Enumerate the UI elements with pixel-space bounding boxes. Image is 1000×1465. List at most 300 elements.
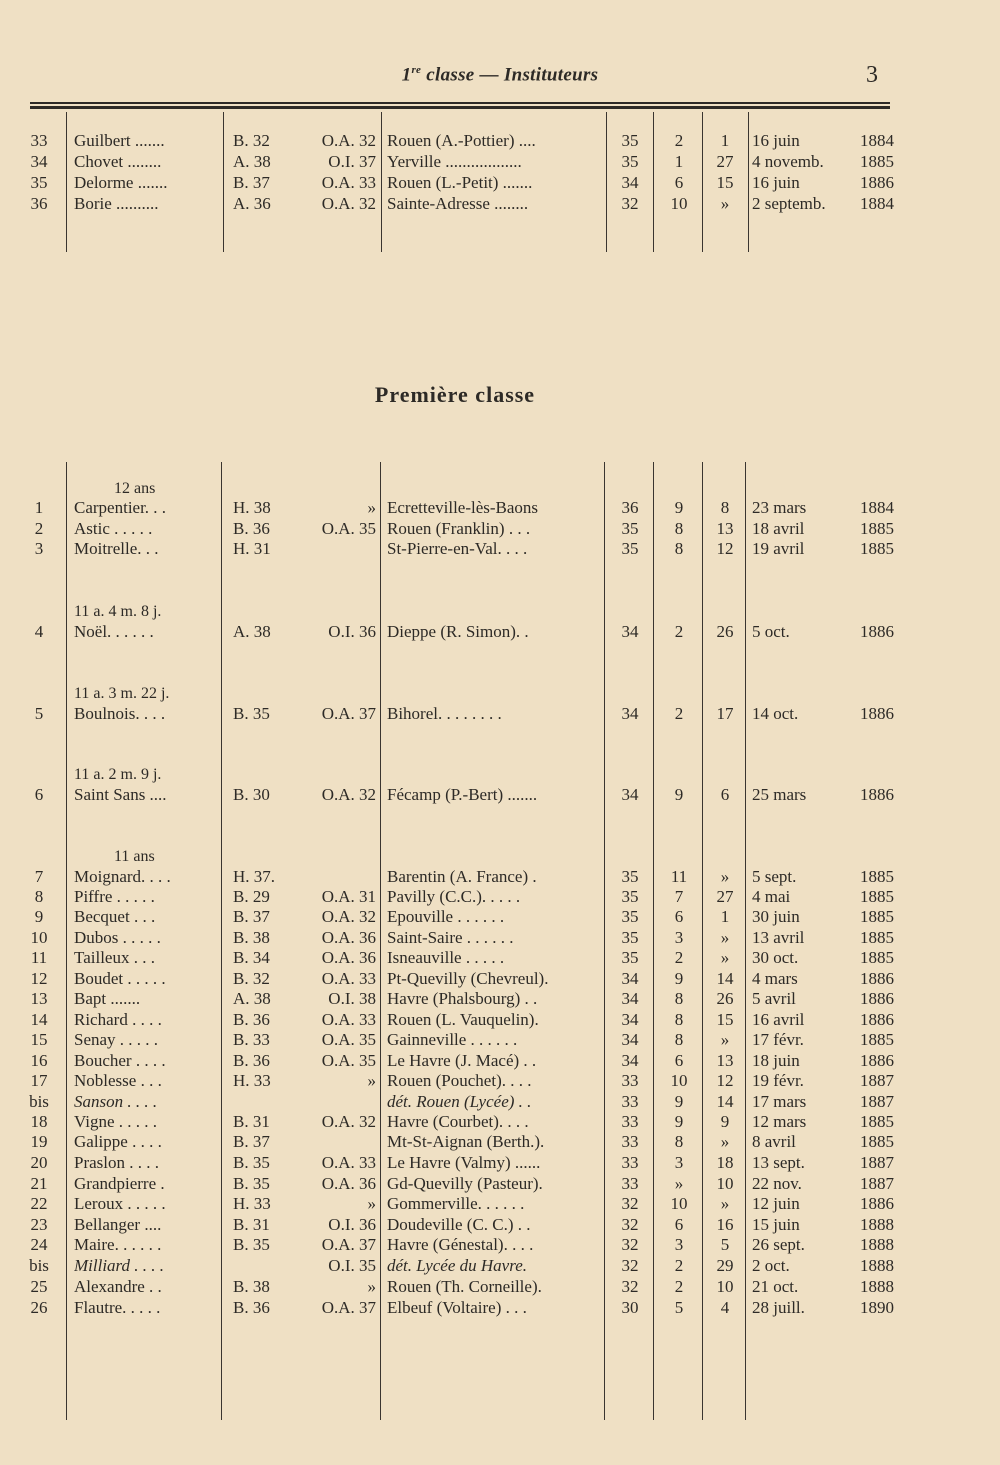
teacher-name: Grandpierre .	[74, 1174, 165, 1193]
count-column-2: 11	[670, 867, 688, 886]
school-location: Pavilly (C.C.). . . . .	[387, 887, 521, 906]
appointment-year: 1886	[860, 1010, 894, 1029]
count-column-3: 26	[716, 622, 734, 641]
school-location: Havre (Phalsbourg) . .	[387, 989, 538, 1008]
appointment-date: 19 avril	[752, 539, 805, 558]
table-row	[0, 1112, 1000, 1134]
count-column-2: 2	[674, 704, 684, 723]
entry-number: 4	[34, 622, 44, 641]
school-location: Dieppe (R. Simon). .	[387, 622, 529, 641]
count-column-3: 13	[716, 519, 734, 538]
entry-number: 21	[30, 1174, 48, 1193]
count-column-3: 14	[716, 969, 734, 988]
honor-value: O.A. 37	[321, 1298, 376, 1317]
grade-value: B. 37	[233, 1132, 270, 1151]
age-note: 12 ans	[114, 480, 156, 497]
count-column-2: 9	[674, 969, 684, 988]
count-column-1: 33	[621, 1132, 639, 1151]
entry-number: 16	[30, 1051, 48, 1070]
appointment-date: 25 mars	[752, 785, 807, 804]
count-column-2: 2	[674, 622, 684, 641]
appointment-year: 1887	[860, 1174, 894, 1193]
school-location: Rouen (A.-Pottier) ....	[387, 131, 536, 150]
table-row	[0, 539, 1000, 561]
count-column-1: 32	[621, 1256, 639, 1275]
appointment-year: 1885	[860, 519, 894, 538]
appointment-year: 1888	[860, 1235, 894, 1254]
header-rule-bottom	[30, 106, 890, 109]
grade-value: B. 37	[233, 907, 270, 926]
honor-value: O.A. 36	[321, 928, 376, 947]
school-location: Gommerville. . . . . .	[387, 1194, 525, 1213]
honor-value: O.A. 35	[321, 1030, 376, 1049]
school-location: Le Havre (Valmy) ......	[387, 1153, 541, 1172]
count-column-1: 34	[621, 622, 639, 641]
teacher-name: Vigne . . . . .	[74, 1112, 158, 1131]
appointment-year: 1886	[860, 622, 894, 641]
table-row	[0, 1153, 1000, 1175]
count-column-1: 35	[621, 519, 639, 538]
grade-value: H. 37.	[233, 867, 276, 886]
grade-value: H. 38	[233, 498, 271, 517]
school-location: Barentin (A. France) .	[387, 867, 537, 886]
grade-value: B. 32	[233, 131, 270, 150]
appointment-year: 1887	[860, 1153, 894, 1172]
grade-value: H. 33	[233, 1194, 271, 1213]
count-column-2: 2	[674, 131, 684, 150]
entry-number: 2	[34, 519, 44, 538]
table-row	[0, 152, 1000, 174]
count-column-3: »	[720, 928, 730, 947]
count-column-2: 2	[674, 1256, 684, 1275]
teacher-name: Bellanger ....	[74, 1215, 162, 1234]
appointment-date: 13 avril	[752, 928, 805, 947]
header-title-prefix: 1	[401, 64, 412, 86]
appointment-year: 1888	[860, 1215, 894, 1234]
appointment-date: 4 mars	[752, 969, 798, 988]
appointment-year: 1886	[860, 173, 894, 192]
school-location: Rouen (L.-Petit) .......	[387, 173, 533, 192]
count-column-3: »	[720, 1132, 730, 1151]
school-location: Elbeuf (Voltaire) . . .	[387, 1298, 527, 1317]
count-column-1: 35	[621, 887, 639, 906]
appointment-date: 18 avril	[752, 519, 805, 538]
appointment-date: 17 mars	[752, 1092, 807, 1111]
table-row	[0, 1194, 1000, 1216]
appointment-date: 28 juill.	[752, 1298, 805, 1317]
teacher-name: Moitrelle. . .	[74, 539, 159, 558]
count-column-2: 5	[674, 1298, 684, 1317]
count-column-2: 8	[674, 1010, 684, 1029]
teacher-name: Richard . . . .	[74, 1010, 162, 1029]
appointment-year: 1886	[860, 1051, 894, 1070]
school-location: dét. Lycée du Havre.	[387, 1256, 528, 1275]
count-column-2: »	[674, 1174, 684, 1193]
teacher-name: Boucher . . . .	[74, 1051, 166, 1070]
entry-number: bis	[29, 1092, 49, 1111]
honor-value: O.A. 36	[321, 1174, 376, 1193]
count-column-3: 1	[720, 131, 730, 150]
school-location: Rouen (L. Vauquelin).	[387, 1010, 539, 1029]
table-row	[0, 928, 1000, 950]
table-row	[0, 785, 1000, 807]
age-note: 11 a. 4 m. 8 j.	[74, 603, 162, 620]
count-column-1: 35	[621, 928, 639, 947]
count-column-3: 16	[716, 1215, 734, 1234]
teacher-name: Senay . . . . .	[74, 1030, 159, 1049]
age-note: 11 a. 3 m. 22 j.	[74, 685, 170, 702]
appointment-date: 17 févr.	[752, 1030, 804, 1049]
grade-value: A. 36	[233, 194, 271, 213]
table-row	[0, 887, 1000, 909]
count-column-3: 15	[716, 173, 734, 192]
teacher-name: Borie ..........	[74, 194, 159, 213]
appointment-date: 5 oct.	[752, 622, 790, 641]
count-column-1: 32	[621, 1235, 639, 1254]
grade-value: B. 38	[233, 1277, 270, 1296]
table-row	[0, 519, 1000, 541]
honor-value: O.A. 37	[321, 704, 376, 723]
grade-value: B. 35	[233, 1174, 270, 1193]
appointment-year: 1885	[860, 928, 894, 947]
count-column-2: 8	[674, 1030, 684, 1049]
count-column-3: 10	[716, 1174, 734, 1193]
count-column-3: 15	[716, 1010, 734, 1029]
count-column-1: 35	[621, 867, 639, 886]
entry-number: 13	[30, 989, 48, 1008]
count-column-1: 34	[621, 1030, 639, 1049]
honor-value: »	[367, 498, 376, 517]
table-row	[0, 867, 1000, 889]
school-location: Gainneville . . . . . .	[387, 1030, 518, 1049]
count-column-2: 2	[674, 1277, 684, 1296]
count-column-2: 3	[674, 1235, 684, 1254]
grade-value: B. 36	[233, 519, 270, 538]
honor-value: O.A. 32	[321, 785, 376, 804]
honor-value: O.A. 33	[321, 969, 376, 988]
entry-number: bis	[29, 1256, 49, 1275]
appointment-year: 1885	[860, 948, 894, 967]
appointment-date: 30 juin	[752, 907, 800, 926]
count-column-3: »	[720, 1030, 730, 1049]
count-column-1: 32	[621, 1215, 639, 1234]
entry-number: 36	[30, 194, 48, 213]
appointment-date: 15 juin	[752, 1215, 800, 1234]
table-row	[0, 1132, 1000, 1154]
count-column-1: 32	[621, 1277, 639, 1296]
teacher-name: Alexandre . .	[74, 1277, 162, 1296]
school-location: Mt-St-Aignan (Berth.).	[387, 1132, 545, 1151]
appointment-year: 1884	[860, 131, 894, 150]
count-column-1: 34	[621, 785, 639, 804]
count-column-3: 9	[720, 1112, 730, 1131]
entry-number: 12	[30, 969, 48, 988]
appointment-date: 16 juin	[752, 173, 800, 192]
count-column-3: 27	[716, 152, 734, 171]
table-row	[0, 498, 1000, 520]
table-row	[0, 704, 1000, 726]
entry-number: 33	[30, 131, 48, 150]
grade-value: A. 38	[233, 989, 271, 1008]
table-row	[0, 1298, 1000, 1320]
grade-value: B. 38	[233, 928, 270, 947]
school-location: Havre (Génestal). . . .	[387, 1235, 534, 1254]
count-column-1: 32	[621, 1194, 639, 1213]
grade-value: B. 34	[233, 948, 270, 967]
grade-value: H. 33	[233, 1071, 271, 1090]
entry-number: 20	[30, 1153, 48, 1172]
appointment-date: 2 oct.	[752, 1256, 790, 1275]
count-column-2: 1	[674, 152, 684, 171]
entry-number: 6	[34, 785, 44, 804]
count-column-2: 9	[674, 1092, 684, 1111]
appointment-date: 14 oct.	[752, 704, 799, 723]
teacher-name: Guilbert .......	[74, 131, 165, 150]
count-column-3: 14	[716, 1092, 734, 1111]
count-column-3: 27	[716, 887, 734, 906]
appointment-year: 1885	[860, 1132, 894, 1151]
count-column-1: 32	[621, 194, 639, 213]
grade-value: B. 36	[233, 1051, 270, 1070]
teacher-name: Boudet . . . . .	[74, 969, 166, 988]
school-location: Bihorel. . . . . . . .	[387, 704, 502, 723]
honor-value: O.I. 38	[328, 989, 376, 1008]
appointment-year: 1884	[860, 498, 894, 517]
count-column-2: 10	[670, 1194, 688, 1213]
count-column-3: 5	[720, 1235, 730, 1254]
table-row	[0, 1010, 1000, 1032]
appointment-date: 5 sept.	[752, 867, 797, 886]
header-rule-top	[30, 102, 890, 104]
grade-value: A. 38	[233, 152, 271, 171]
honor-value: O.I. 37	[328, 152, 376, 171]
table-row	[0, 1277, 1000, 1299]
appointment-year: 1888	[860, 1277, 894, 1296]
appointment-year: 1888	[860, 1256, 894, 1275]
header-title-rest: classe — Instituteurs	[421, 64, 599, 86]
grade-value: B. 37	[233, 173, 270, 192]
page-number: 3	[866, 62, 878, 88]
honor-value: O.I. 36	[328, 1215, 376, 1234]
honor-value: O.I. 36	[328, 622, 376, 641]
table-row	[0, 1030, 1000, 1052]
honor-value: O.A. 32	[321, 194, 376, 213]
count-column-1: 34	[621, 704, 639, 723]
entry-number: 7	[34, 867, 44, 886]
honor-value: O.A. 37	[321, 1235, 376, 1254]
section-title: Première classe	[374, 382, 536, 407]
count-column-1: 35	[621, 948, 639, 967]
count-column-1: 34	[621, 1010, 639, 1029]
table-row	[0, 1215, 1000, 1237]
honor-value: O.A. 32	[321, 1112, 376, 1131]
count-column-1: 34	[621, 1051, 639, 1070]
count-column-3: »	[720, 948, 730, 967]
teacher-name: Praslon . . . .	[74, 1153, 159, 1172]
table-row	[0, 907, 1000, 929]
count-column-2: 8	[674, 539, 684, 558]
appointment-year: 1885	[860, 539, 894, 558]
school-location: Sainte-Adresse ........	[387, 194, 529, 213]
appointment-year: 1886	[860, 969, 894, 988]
count-column-3: 1	[720, 907, 730, 926]
grade-value: B. 32	[233, 969, 270, 988]
count-column-2: 9	[674, 498, 684, 517]
teacher-name: Maire. . . . . .	[74, 1235, 162, 1254]
teacher-name: Chovet ........	[74, 152, 162, 171]
entry-number: 1	[34, 498, 44, 517]
header-title-sup: re	[411, 64, 422, 76]
teacher-name: Milliard . . . .	[74, 1256, 165, 1275]
count-column-3: 10	[716, 1277, 734, 1296]
table-row	[0, 194, 1000, 216]
teacher-name: Piffre . . . . .	[74, 887, 155, 906]
school-location: Ecretteville-lès-Baons	[387, 498, 539, 517]
table-row	[0, 969, 1000, 991]
honor-value: O.A. 31	[321, 887, 376, 906]
table-row	[0, 1235, 1000, 1257]
grade-value: B. 33	[233, 1030, 270, 1049]
count-column-2: 3	[674, 1153, 684, 1172]
honor-value: »	[367, 1071, 376, 1090]
count-column-2: 3	[674, 928, 684, 947]
count-column-1: 33	[621, 1153, 639, 1172]
appointment-date: 26 sept.	[752, 1235, 805, 1254]
appointment-year: 1886	[860, 1194, 894, 1213]
count-column-1: 33	[621, 1071, 639, 1090]
honor-value: »	[367, 1277, 376, 1296]
appointment-date: 13 sept.	[752, 1153, 805, 1172]
school-location: Epouville . . . . . .	[387, 907, 505, 926]
teacher-name: Noël. . . . . .	[74, 622, 154, 641]
appointment-date: 16 juin	[752, 131, 800, 150]
count-column-3: 12	[716, 539, 734, 558]
appointment-date: 23 mars	[752, 498, 807, 517]
table-row	[0, 131, 1000, 153]
count-column-2: 6	[674, 173, 684, 192]
count-column-3: 12	[716, 1071, 734, 1090]
teacher-name: Astic . . . . .	[74, 519, 153, 538]
honor-value: O.A. 33	[321, 1153, 376, 1172]
teacher-name: Delorme .......	[74, 173, 168, 192]
count-column-2: 6	[674, 1215, 684, 1234]
appointment-year: 1885	[860, 887, 894, 906]
appointment-year: 1885	[860, 1112, 894, 1131]
appointment-year: 1886	[860, 704, 894, 723]
appointment-date: 8 avril	[752, 1132, 796, 1151]
entry-number: 19	[30, 1132, 48, 1151]
teacher-name: Tailleux . . .	[74, 948, 155, 967]
entry-number: 5	[34, 704, 44, 723]
appointment-date: 5 avril	[752, 989, 796, 1008]
appointment-date: 21 oct.	[752, 1277, 799, 1296]
school-location: Yerville ..................	[387, 152, 522, 171]
appointment-date: 12 juin	[752, 1194, 800, 1213]
count-column-1: 33	[621, 1092, 639, 1111]
grade-value: B. 30	[233, 785, 270, 804]
appointment-year: 1884	[860, 194, 894, 213]
table-row	[0, 173, 1000, 195]
appointment-year: 1886	[860, 989, 894, 1008]
appointment-year: 1887	[860, 1071, 894, 1090]
honor-value: O.A. 33	[321, 173, 376, 192]
count-column-1: 30	[621, 1298, 639, 1317]
school-location: Isneauville . . . . .	[387, 948, 505, 967]
count-column-1: 34	[621, 969, 639, 988]
entry-number: 9	[34, 907, 44, 926]
appointment-date: 2 septemb.	[752, 194, 826, 213]
count-column-1: 34	[621, 989, 639, 1008]
running-header	[0, 64, 1000, 86]
count-column-2: 8	[674, 989, 684, 1008]
table-row	[0, 989, 1000, 1011]
honor-value: O.A. 35	[321, 519, 376, 538]
teacher-name: Noblesse . . .	[74, 1071, 162, 1090]
honor-value: O.A. 32	[321, 907, 376, 926]
entry-number: 3	[34, 539, 44, 558]
count-column-3: 17	[716, 704, 734, 723]
teacher-name: Becquet . . .	[74, 907, 156, 926]
entry-number: 15	[30, 1030, 48, 1049]
grade-value: B. 35	[233, 1235, 270, 1254]
count-column-3: 6	[720, 785, 730, 804]
count-column-3: 13	[716, 1051, 734, 1070]
count-column-3: 8	[720, 498, 730, 517]
entry-number: 23	[30, 1215, 48, 1234]
entry-number: 26	[30, 1298, 48, 1317]
entry-number: 10	[30, 928, 48, 947]
count-column-1: 33	[621, 1174, 639, 1193]
grade-value: B. 35	[233, 1153, 270, 1172]
teacher-name: Carpentier. . .	[74, 498, 167, 517]
appointment-year: 1885	[860, 907, 894, 926]
school-location: Rouen (Franklin) . . .	[387, 519, 531, 538]
teacher-name: Saint Sans ....	[74, 785, 167, 804]
school-location: St-Pierre-en-Val. . . .	[387, 539, 528, 558]
school-location: Doudeville (C. C.) . .	[387, 1215, 531, 1234]
teacher-name: Boulnois. . . .	[74, 704, 166, 723]
grade-value: B. 36	[233, 1298, 270, 1317]
grade-value: B. 36	[233, 1010, 270, 1029]
teacher-name: Moignard. . . .	[74, 867, 171, 886]
entry-number: 18	[30, 1112, 48, 1131]
table-row	[0, 1071, 1000, 1093]
age-note: 11 ans	[114, 848, 155, 865]
entry-number: 35	[30, 173, 48, 192]
honor-value: O.A. 35	[321, 1051, 376, 1070]
school-location: Rouen (Pouchet). . . .	[387, 1071, 532, 1090]
appointment-year: 1885	[860, 1030, 894, 1049]
table-row	[0, 622, 1000, 644]
school-location: Le Havre (J. Macé) . .	[387, 1051, 537, 1070]
count-column-1: 36	[621, 498, 639, 517]
appointment-date: 19 févr.	[752, 1071, 804, 1090]
entry-number: 22	[30, 1194, 48, 1213]
appointment-date: 30 oct.	[752, 948, 799, 967]
count-column-2: 10	[670, 194, 688, 213]
count-column-2: 9	[674, 785, 684, 804]
count-column-2: 7	[674, 887, 684, 906]
count-column-1: 35	[621, 539, 639, 558]
count-column-2: 2	[674, 948, 684, 967]
table-row	[0, 1256, 1000, 1278]
appointment-year: 1886	[860, 785, 894, 804]
table-row	[0, 1092, 1000, 1114]
teacher-name: Flautre. . . . .	[74, 1298, 161, 1317]
appointment-year: 1885	[860, 867, 894, 886]
count-column-3: 29	[716, 1256, 734, 1275]
school-location: Fécamp (P.-Bert) .......	[387, 785, 538, 804]
